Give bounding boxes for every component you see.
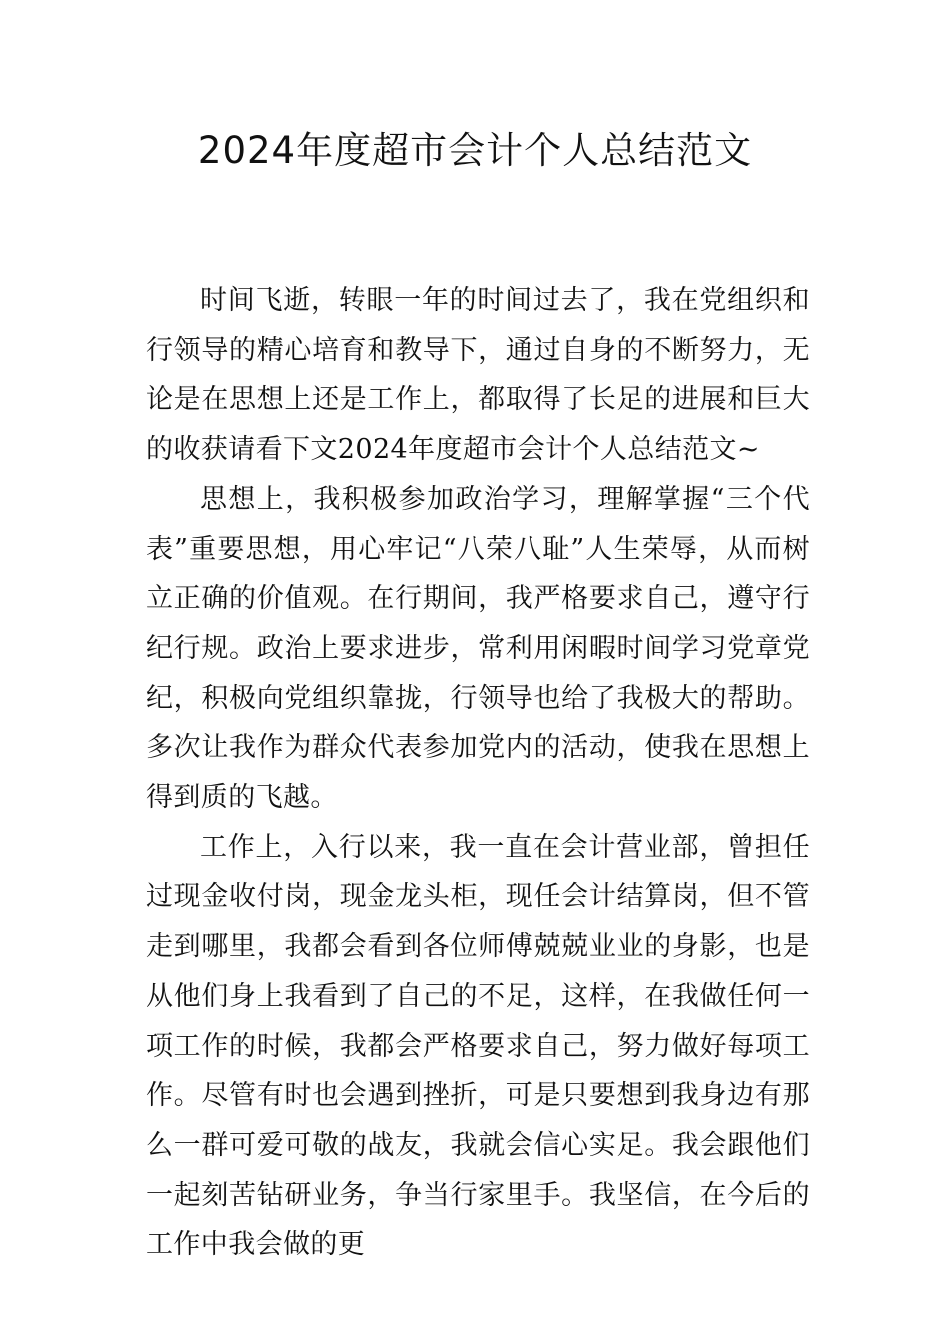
document-body: [146, 276, 810, 1270]
paragraph-work: 工作上，入行以来，我一直在会计营业部，曾担任过现金收付岗，现金龙头柜，现任会计结算岗，但不管走到哪里，我都会看到各位师傅兢兢业业的身影，也是从他们身上我看到了自己的不足，这样，在我做任何一项工作的时候，我都会严格要求自己，努力做好每项工作。尽管有时也会遇到挫折，可是只要想到我身边有那么一群可爱可敬的战友，我就会信心实足。我会跟他们一起刻苦钻研业务，争当行家里手。我坚信，在今后的工作中我会做的更: [146, 831, 810, 1261]
document-title: 2024年度超市会计个人总结范文: [197, 129, 753, 172]
paragraph-ideology: 思想上，我积极参加政治学习，理解掌握“三个代表”重要思想，用心牢记“八荣八耻”人生荣辱，从而树立正确的价值观。在行期间，我严格要求自己，遵守行纪行规。政治上要求进步，常利用闲暇时间学习党章党纪，积极向党组织靠拢，行领导也给了我极大的帮助。多次让我作为群众代表参加党内的活动，使我在思想上得到质的飞越。: [146, 483, 810, 814]
paragraph-intro: 时间飞逝，转眼一年的时间过去了，我在党组织和行领导的精心培育和教导下，通过自身的不断努力，无论是在思想上还是工作上，都取得了长足的进展和巨大的收获请看下文2024年度超市会计个人总结范文~: [146, 285, 810, 466]
